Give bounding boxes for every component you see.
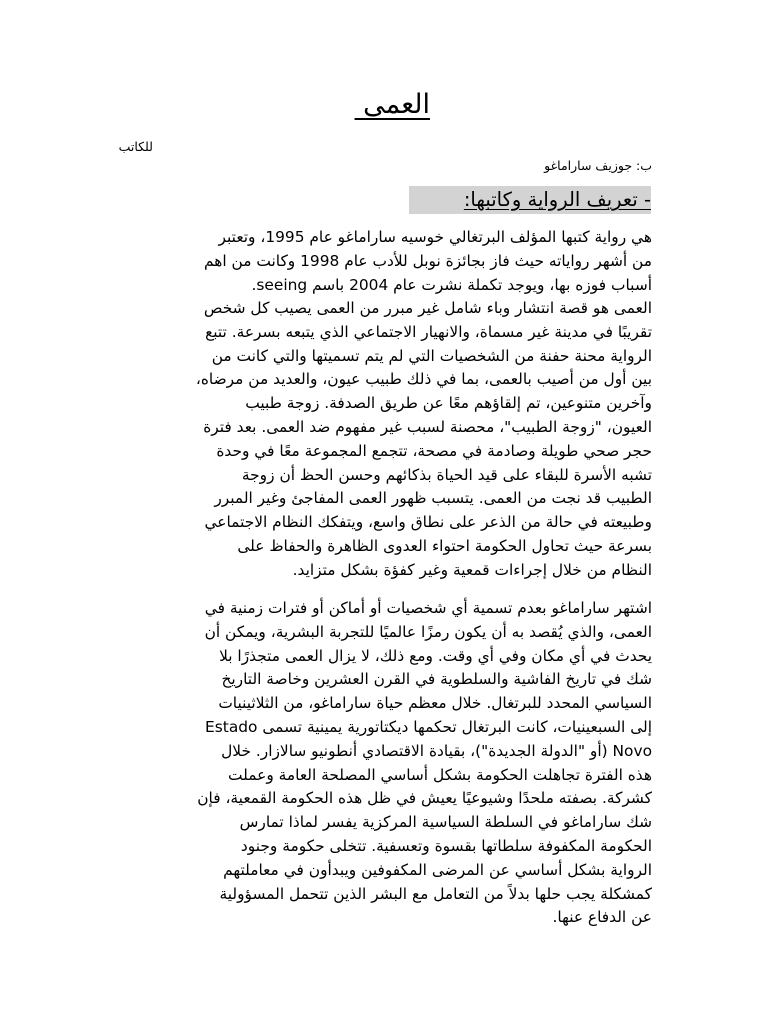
text-line: تشبه الأسرة للبقاء على قيد الحياة بذكائهم وحسن الحظ أن زوجة	[241, 465, 652, 484]
author-line-1: للكاتب	[118, 139, 153, 154]
text-line: العمى هو قصة انتشار وباء شامل غير مبرر من العمى يصيب كل شخص	[203, 299, 652, 317]
text-line: السياسي المحدد للبرتغال. خلال معظم حياة ساراماغو، من الثلاثينيات	[218, 694, 652, 713]
text-line: تقريبًا في مدينة غير مسماة، والانهيار الاجتماعي الذي يتبعه بسرعة. تتبع	[205, 322, 652, 341]
text-line: العيون، "زوجة الطبيب"، محصنة لسبب غير مفهوم ضد العمى. بعد فترة	[203, 417, 652, 436]
text-line: وآخرين متنوعين، تم إلقاؤهم معًا عن طريق الصدفة. زوجة طبيب	[245, 394, 652, 413]
text-line: الطبيب قد نجت من العمى. يتسبب ظهور العمى المفاجئ وغير المبرر	[214, 489, 652, 508]
text-line: يحدث في أي مكان وفي أي وقت. ومع ذلك، لا يزال العمى متجذرًا بلا	[219, 646, 652, 665]
text-line: من أشهر رواياته حيث فاز بجائزة نوبل للأدب عام 1998 وكانت من اهم	[204, 251, 652, 270]
text-line: هذه الفترة تجاهلت الحكومة بشكل أساسي المصلحة العامة وعملت	[228, 765, 652, 784]
text-line: بسرعة حيث تحاول الحكومة احتواء العدوى الظاهرة والحفاظ على	[237, 536, 652, 555]
section-heading: - تعريف الرواية وكاتبها:	[409, 186, 651, 214]
text-line: اشتهر ساراماغو بعدم تسمية أي شخصيات أو أماكن أو فترات زمنية في	[204, 599, 652, 617]
text-line: حجر صحي طويلة وصادمة في مصحة، تتجمع المجموعة معًا في وحدة	[216, 441, 652, 460]
text-line: وطبيعته في حالة من الذعر على نطاق واسع، ويتفكك النظام الاجتماعي	[204, 513, 652, 532]
text-line: كشركة. بصفته ملحدًا وشيوعيًا يعيش في ظل هذه الحكومة القمعية، فإن	[197, 789, 652, 808]
text-line: الرواية بشكل أساسي عن المرضى المكفوفين ويبدأون في معاملتهم	[223, 860, 652, 879]
text-line: عن الدفاع عنها.	[552, 908, 652, 927]
text-line: العمى، والذي يُقصد به أن يكون رمزًا عالميًا للتجربة البشرية، ويمكن أن	[204, 622, 652, 641]
paragraph-context	[118, 597, 652, 930]
text-line: الرواية محنة حفنة من الشخصيات التي لم يتم تسميتها والتي كانت من	[211, 346, 652, 365]
text-line: كمشكلة يجب حلها بدلاً من التعامل مع البشر الذين تتحمل المسؤولية	[219, 884, 652, 903]
text-line: شك في تاريخ الفاشية والسلطوية في القرن العشرين وخاصة التاريخ	[221, 670, 652, 689]
text-line: هي رواية كتبها المؤلف البرتغالي خوسيه ساراماغو عام 1995، وتعتبر	[218, 228, 652, 246]
text-line: بين أول من أصيب بالعمى، بما في ذلك طبيب عيون، والعديد من مرضاه،	[195, 370, 652, 389]
text-line: إلى السبعينيات، كانت البرتغال تحكمها ديكتاتورية يمينية تسمى Estado	[205, 717, 652, 736]
text-line: Novo (أو "الدولة الجديدة")، بقيادة الاقتصادي أنطونيو سالازار. خلال	[221, 741, 652, 760]
paragraph-intro	[118, 226, 652, 297]
text-line: شك ساراماغو في السلطة السياسية المركزية يفسر لماذا تمارس	[239, 813, 652, 832]
document-title: العمى	[354, 89, 430, 120]
text-line: أسباب فوزه بها، ويوجد تكملة نشرت عام 2004 باسم seeing.	[251, 275, 652, 294]
text-line: الحكومة المكفوفة سلطاتها بقسوة وتعسفية. تتخلى حكومة وجنود	[240, 836, 652, 855]
text-line: النظام من خلال إجراءات قمعية وغير كفؤة بشكل متزايد.	[292, 560, 652, 579]
paragraph-plot	[118, 297, 652, 583]
author-line-2: ب: جوزيف ساراماغو	[544, 158, 652, 173]
